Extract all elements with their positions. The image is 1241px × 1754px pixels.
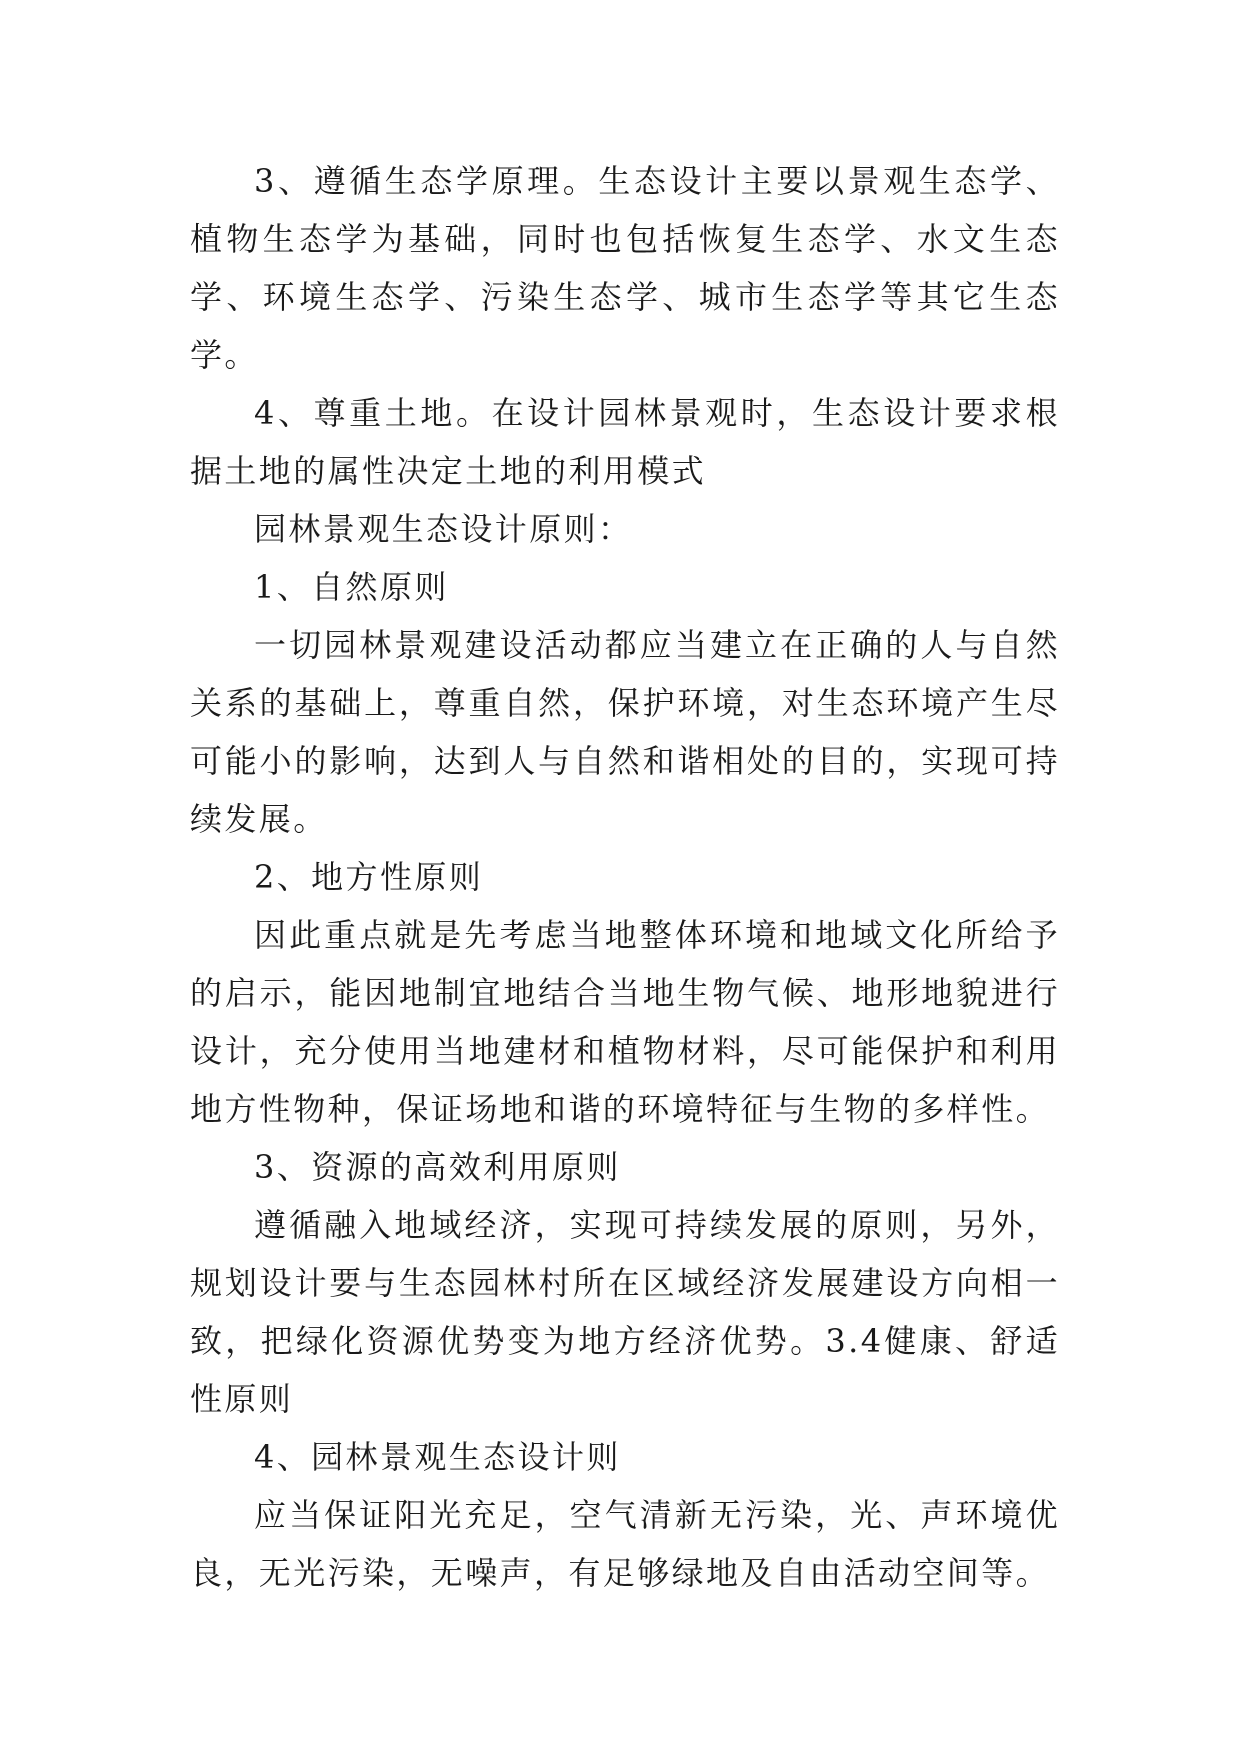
paragraph-ecology-principle: 3、遵循生态学原理。生态设计主要以景观生态学、植物生态学为基础，同时也包括恢复生态学、水文生态学、环境生态学、污染生态学、城市生态学等其它生态学。 [190,162,1060,374]
paragraph-resource-principle: 遵循融入地域经济，实现可持续发展的原则，另外，规划设计要与生态园林村所在区域经济发展建设方向相一致，把绿化资源优势变为地方经济优势。3.4健康、舒适性原则 [190,1206,1060,1418]
paragraph-natural-principle: 一切园林景观建设活动都应当建立在正确的人与自然关系的基础上，尊重自然，保护环境，对生态环境产生尽可能小的影响，达到人与自然和谐相处的目的，实现可持续发展。 [190,626,1060,838]
paragraph-respect-land: 4、尊重土地。在设计园林景观时，生态设计要求根据土地的属性决定土地的利用模式 [190,394,1060,490]
heading-landscape-design-rule: 4、园林景观生态设计则 [254,1438,621,1476]
heading-local-principle: 2、地方性原则 [254,858,484,896]
document-page [190,152,1060,1602]
section-heading-design-principles: 园林景观生态设计原则： [254,510,633,548]
heading-resource-principle: 3、资源的高效利用原则 [254,1148,621,1186]
paragraph-local-principle: 因此重点就是先考虑当地整体环境和地域文化所给予的启示，能因地制宜地结合当地生物气候、地形地貌进行设计，充分使用当地建材和植物材料，尽可能保护和利用地方性物种，保证场地和谐的环境特征与生物的多样性。 [190,916,1060,1128]
heading-natural-principle: 1、自然原则 [254,568,449,606]
paragraph-landscape-design-rule: 应当保证阳光充足，空气清新无污染，光、声环境优良，无光污染，无噪声，有足够绿地及自由活动空间等。 [190,1496,1060,1592]
